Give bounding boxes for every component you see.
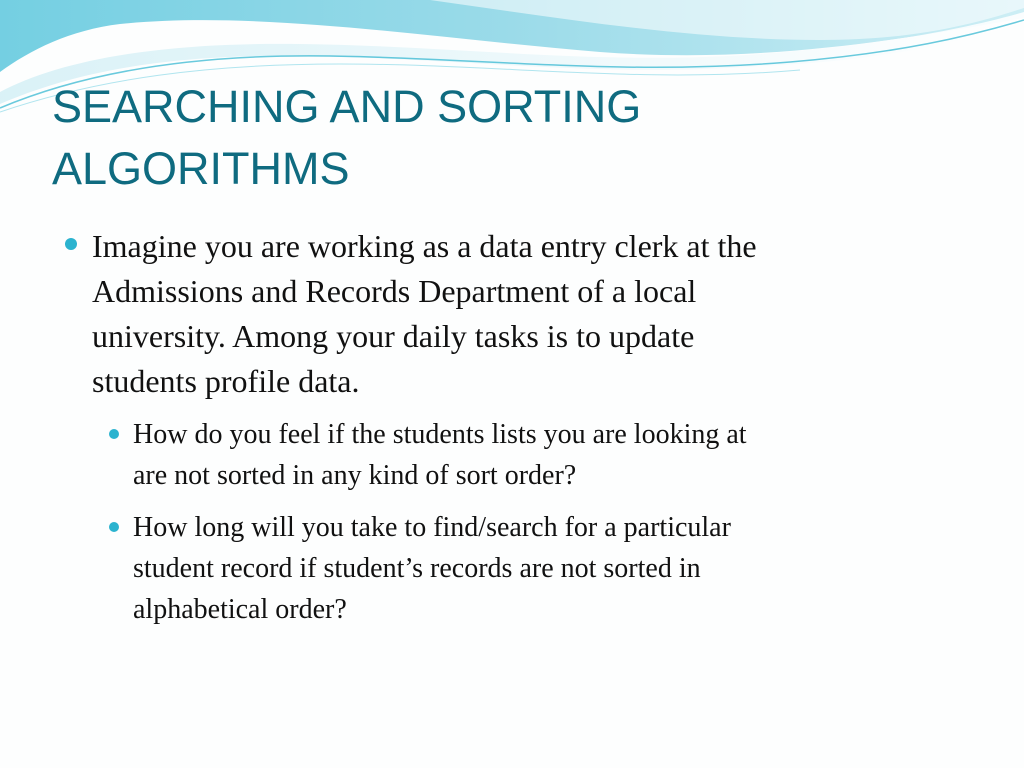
main-bullet	[62, 224, 962, 404]
sub-bullet-1-line-2: are not sorted in any kind of sort order?	[133, 460, 577, 491]
sub-bullet-2	[62, 507, 962, 630]
sub-bullet-2-line-3: alphabetical order?	[133, 594, 347, 625]
main-bullet-line-4: students profile data.	[92, 363, 360, 399]
sub-bullet-1	[62, 414, 962, 496]
slide-title-line-2: ALGORITHMS	[52, 143, 350, 194]
slide-title-line-1: SEARCHING AND SORTING	[52, 81, 642, 132]
slide-body	[62, 224, 962, 641]
main-bullet-line-3: university. Among your daily tasks is to update	[92, 318, 695, 354]
sub-bullet-list	[62, 414, 962, 630]
bullet-marker-icon	[65, 238, 77, 250]
slide-title	[52, 76, 952, 200]
bullet-marker-icon	[109, 429, 119, 439]
sub-bullet-2-line-2: student record if student’s records are not sorted in	[133, 553, 701, 584]
sub-bullet-1-line-1: How do you feel if the students lists you are looking at	[133, 419, 747, 450]
main-bullet-line-1: Imagine you are working as a data entry clerk at the	[92, 228, 757, 264]
bullet-marker-icon	[109, 522, 119, 532]
main-bullet-line-2: Admissions and Records Department of a local	[92, 273, 697, 309]
sub-bullet-2-line-1: How long will you take to find/search for a particular	[133, 512, 731, 543]
